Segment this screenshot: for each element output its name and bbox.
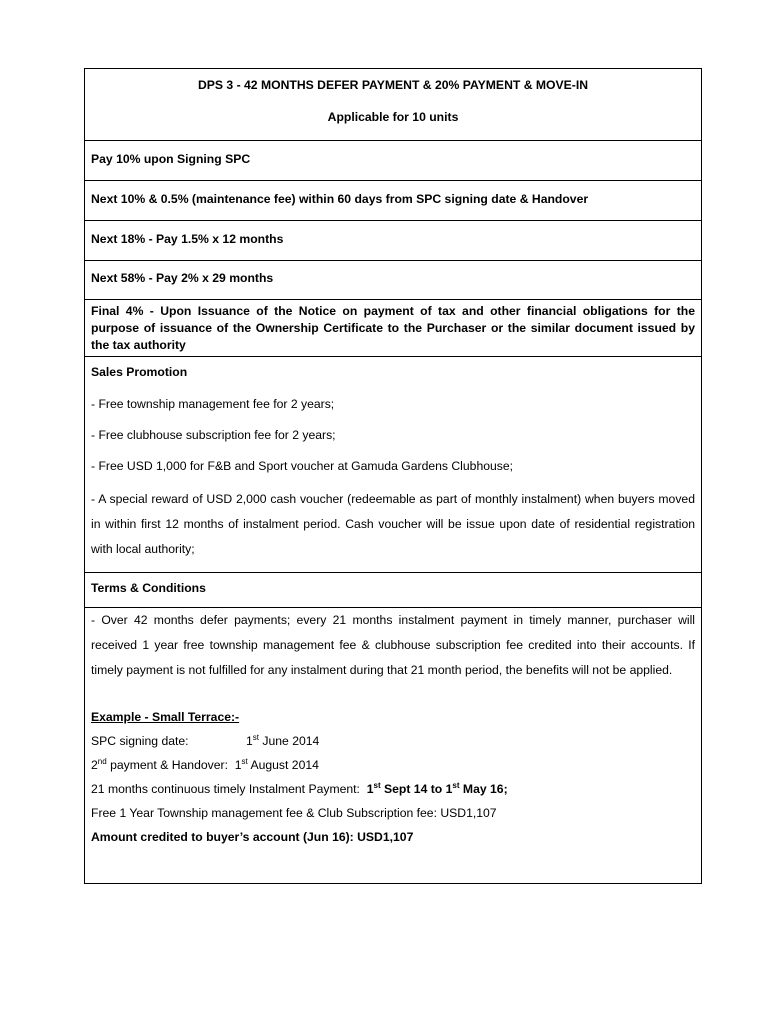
- handover-value: August 2014: [247, 758, 319, 772]
- spc-date-day: 1: [246, 734, 253, 748]
- example-handover-date: [91, 753, 695, 777]
- terms-body-row: [85, 608, 701, 883]
- continuous-end-value: May 16;: [459, 782, 508, 796]
- schedule-text: Final 4% - Upon Issuance of the Notice on payment of tax and other financial obligations for the purpose of issuance of the Ownership Certificate to the Purchaser or the similar document issued by the tax authority: [91, 304, 695, 352]
- schedule-row-1: [85, 141, 701, 181]
- example-spc-date: [91, 729, 695, 753]
- spc-date-label: SPC signing date:: [91, 734, 189, 748]
- spc-date-suffix: st: [252, 732, 260, 742]
- example-continuous-payment: [91, 777, 695, 801]
- document-title: DPS 3 - 42 MONTHS DEFER PAYMENT & 20% PAYMENT & MOVE-IN: [197, 78, 589, 92]
- continuous-start-day: 1: [366, 782, 374, 796]
- promotion-item: - A special reward of USD 2,000 cash voucher (redeemable as part of monthly instalment) when buyers moved in within first 12 months of instalment period. Cash voucher will be issue upon date of residential registration with local authority;: [91, 492, 695, 556]
- header-row: [85, 69, 701, 141]
- sales-promotion-section: [85, 357, 701, 573]
- handover-label: payment & Handover:: [106, 758, 228, 772]
- promotion-item: - Free USD 1,000 for F&B and Sport voucher at Gamuda Gardens Clubhouse;: [91, 459, 514, 473]
- continuous-payment-label: 21 months continuous timely Instalment Payment:: [91, 782, 360, 796]
- payment-number: 2: [91, 758, 98, 772]
- handover-day: 1: [234, 758, 242, 772]
- promotion-item: - Free clubhouse subscription fee for 2 years;: [91, 428, 336, 442]
- schedule-row-5: [85, 300, 701, 357]
- payment-scheme-table: [84, 68, 702, 884]
- example-free-fee: Free 1 Year Township management fee & Club Subscription fee: USD1,107: [91, 806, 497, 820]
- schedule-text: Next 18% - Pay 1.5% x 12 months: [91, 232, 284, 246]
- schedule-text: Pay 10% upon Signing SPC: [91, 152, 251, 166]
- schedule-text: Next 10% & 0.5% (maintenance fee) within 60 days from SPC signing date & Handover: [91, 192, 589, 206]
- payment-number-suffix: nd: [97, 756, 107, 766]
- handover-day-suffix: st: [241, 756, 248, 766]
- continuous-start-value: Sept 14 to: [380, 782, 446, 796]
- spc-date-value: June 2014: [259, 734, 320, 748]
- section-heading: Terms & Conditions: [91, 581, 206, 595]
- schedule-row-2: [85, 181, 701, 221]
- continuous-end-day: 1: [445, 782, 453, 796]
- continuous-end-suffix: st: [452, 780, 460, 790]
- example-heading-text: Example - Small Terrace:-: [91, 710, 240, 724]
- applicable-units: Applicable for 10 units: [327, 110, 459, 124]
- promotion-item: - Free township management fee for 2 years;: [91, 397, 335, 411]
- terms-text: - Over 42 months defer payments; every 21 months instalment payment in timely manner, purchaser will received 1 year free township management fee & clubhouse subscription fee credited into their accounts. If timely payment is not fulfilled for any instalment during that 21 month period, the benefits will not be applied.: [91, 613, 695, 677]
- terms-heading-row: [85, 573, 701, 608]
- continuous-start-suffix: st: [373, 780, 381, 790]
- example-amount-credited: Amount credited to buyer’s account (Jun 16): USD1,107: [91, 830, 414, 844]
- schedule-row-3: [85, 221, 701, 261]
- example-heading: [91, 705, 695, 729]
- schedule-text: Next 58% - Pay 2% x 29 months: [91, 271, 274, 285]
- schedule-row-4: [85, 261, 701, 300]
- section-heading: Sales Promotion: [91, 365, 188, 379]
